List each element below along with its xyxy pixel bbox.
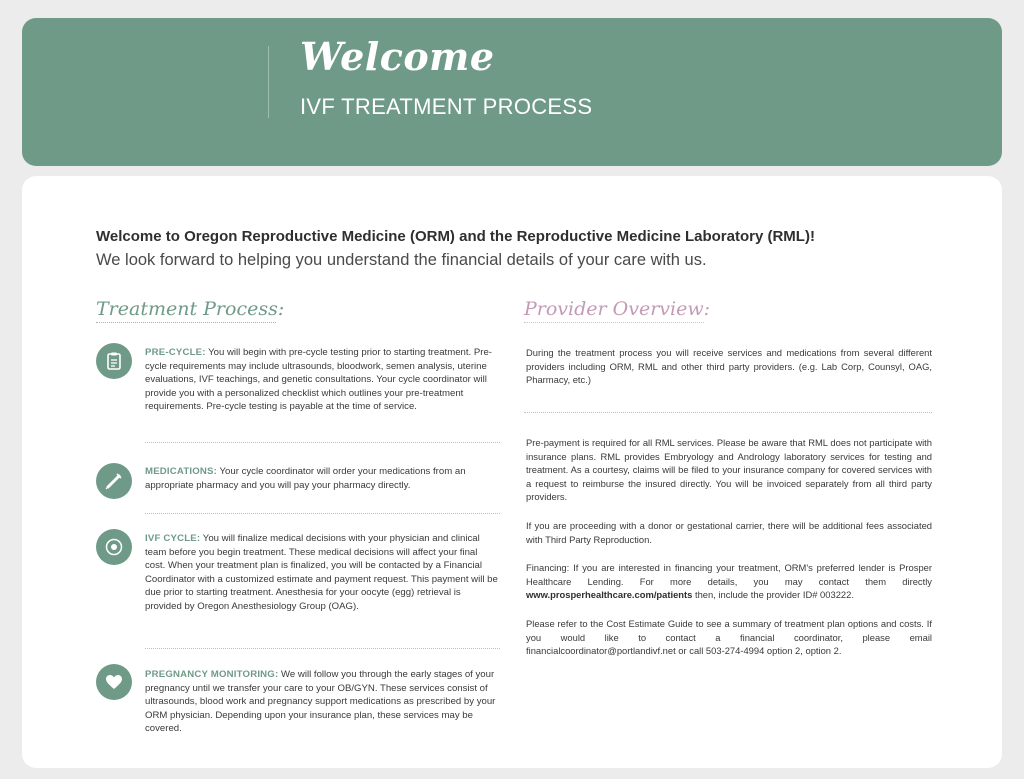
step-pre-cycle [145,346,500,414]
step-divider [145,513,500,514]
provider-heading-underline [524,322,704,323]
banner-subtitle: IVF TREATMENT PROCESS [300,94,593,119]
cell-icon [96,529,132,565]
intro-heading: Welcome to Oregon Reproductive Medicine (ORM) and the Reproductive Medicine Laboratory (RML)! [96,228,815,245]
treatment-heading-underline [96,322,276,323]
banner-title: Welcome [300,34,495,79]
step-pre-cycle-label: PRE-CYCLE: [145,347,206,358]
step-pre-cycle-text: You will begin with pre-cycle testing prior to starting treatment. Pre-cycle requirements may include ultrasounds, bloodwork, semen analysis, uterine evaluations, IVF teachings, and genetic consultations. Your cycle coordinator will provide you with a personalized checklist which outlines your pre-treatment requirements. Pre-cycle testing is payable at the time of service. [145,347,492,413]
step-pregnancy-label: PREGNANCY MONITORING: [145,669,279,680]
provider-divider [524,412,932,413]
prepayment-text: Pre-payment is required for all RML services. Please be aware that RML does not participate with insurance plans. RML provides Embryology and Andrology laboratory services for testing and treatment. As a courtesy, claims will be filed to your insurance company for covered services with a request to reimburse the insured directly. You will be invoiced separately from all third party providers. [526,437,932,503]
step-medications-label: MEDICATIONS: [145,466,218,477]
step-medications [145,465,500,492]
cost-estimate-text: Please refer to the Cost Estimate Guide to see a summary of treatment plan options and costs. If you would like to contact a financial coordinator, please email financialcoordinator@portlandivf.net or call 503-274-4994 option 2, option 2. [526,618,932,657]
treatment-process-heading: Treatment Process: [96,298,285,320]
prosper-link[interactable]: www.prosperhealthcare.com/patients [526,589,693,601]
banner-divider [268,46,269,118]
financing-provider-id: then, include the provider ID# 003222. [692,589,854,601]
welcome-banner [22,18,1002,166]
step-ivf-cycle-text: You will finalize medical decisions with your physician and clinical team before you begin treatment. These medical decisions will affect your final cost. When your treatment plan is finalized, you will be contacted by a Financial Coordinator with a customized estimate and payment request. This payment will be due prior to starting treatment. Anesthesia for your oocyte (egg) retrieval is provided by Oregon Anesthesiology Group (OAG). [145,533,498,612]
provider-overview-heading: Provider Overview: [524,298,711,320]
syringe-icon [96,463,132,499]
financing-text [526,561,932,602]
step-pregnancy-monitoring [145,668,500,736]
step-pregnancy-text: We will follow you through the early stages of your pregnancy until we transfer your care to your OB/GYN. These services consist of ultrasounds, blood work and pregnancy support medications as prescribed by your ORM physician. Depending upon your insurance plan, these services may be covered. [145,669,496,735]
heart-icon [96,664,132,700]
step-ivf-cycle-label: IVF CYCLE: [145,533,201,544]
step-divider [145,648,500,649]
clipboard-icon [96,343,132,379]
step-medications-text: Your cycle coordinator will order your medications from an appropriate pharmacy and you will pay your pharmacy directly. [145,466,466,491]
step-divider [145,442,500,443]
intro-subheading: We look forward to helping you understand the financial details of your care with us. [96,251,707,269]
step-ivf-cycle [145,532,500,614]
donor-text: If you are proceeding with a donor or gestational carrier, there will be additional fees associated with Third Party Reproduction. [526,520,932,545]
financing-intro: Financing: If you are interested in financing your treatment, ORM's preferred lender is Prosper Healthcare Lending. For more details, you may contact them directly [526,562,932,587]
provider-overview-text: During the treatment process you will receive services and medications from several different providers including ORM, RML and other third party providers. (e.g. Lab Corp, Counsyl, OAG, Pharmacy, etc.) [526,347,932,386]
